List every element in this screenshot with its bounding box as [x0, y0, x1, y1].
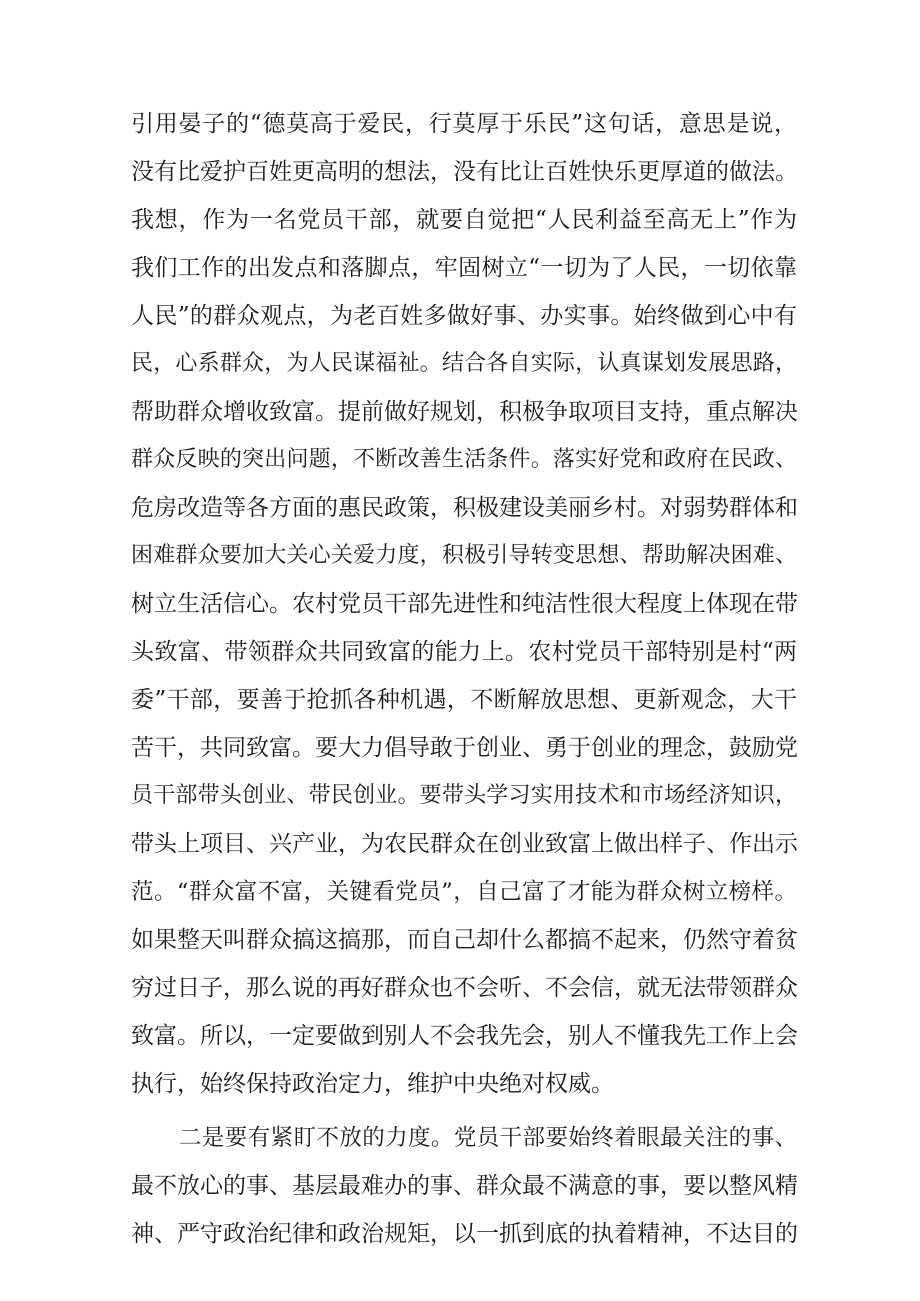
paragraph-line: 如果整天叫群众搞这搞那，而自己却什么都搞不起来，仍然守着贫	[131, 927, 798, 953]
paragraph-1	[131, 100, 797, 1108]
paragraph-2	[131, 1114, 797, 1258]
paragraph-line: 群众反映的突出问题，不断改善生活条件。落实好党和政府在民政、	[131, 447, 797, 472]
paragraph-line: 致富。所以，一定要做到别人不会我先会，别人不懂我先工作上会	[131, 1023, 798, 1049]
document-body	[131, 100, 797, 1258]
paragraph-line: 最不放心的事、基层最难办的事、群众最不满意的事，要以整风精	[131, 1173, 798, 1199]
paragraph-line: 穷过日子，那么说的再好群众也不会听、不会信，就无法带领群众	[131, 975, 798, 1001]
paragraph-line: 神、严守政治纪律和政治规矩，以一抓到底的执着精神，不达目的	[131, 1221, 798, 1247]
paragraph-line: 二是要有紧盯不放的力度。党员干部要始终着眼最关注的事、	[179, 1125, 797, 1151]
paragraph-line: 苦干，共同致富。要大力倡导敢于创业、勇于创业的理念，鼓励党	[131, 735, 798, 761]
paragraph-line: 人民”的群众观点，为老百姓多做好事、办实事。始终做到心中有	[131, 303, 797, 329]
paragraph-line: 带头上项目、兴产业，为农民群众在创业致富上做出样子、作出示	[131, 831, 798, 857]
paragraph-line: 没有比爱护百姓更高明的想法，没有比让百姓快乐更厚道的做法。	[131, 159, 798, 185]
paragraph-line: 员干部带头创业、带民创业。要带头学习实用技术和市场经济知识，	[131, 783, 797, 808]
paragraph-line: 范。“群众富不富，关键看党员”，自己富了才能为群众树立榜样。	[131, 879, 797, 905]
paragraph-line: 我们工作的出发点和落脚点，牢固树立“一切为了人民，一切依靠	[131, 255, 797, 281]
paragraph-line: 帮助群众增收致富。提前做好规划，积极争取项目支持，重点解决	[131, 399, 798, 425]
paragraph-line: 困难群众要加大关心关爱力度，积极引导转变思想、帮助解决困难、	[131, 543, 797, 568]
paragraph-line: 危房改造等各方面的惠民政策，积极建设美丽乡村。对弱势群体和	[131, 495, 798, 521]
paragraph-line: 引用晏子的“德莫高于爱民，行莫厚于乐民”这句话，意思是说，	[131, 111, 797, 137]
paragraph-line: 执行，始终保持政治定力，维护中央绝对权威。	[131, 1071, 614, 1097]
paragraph-line: 头致富、带领群众共同致富的能力上。农村党员干部特别是村“两	[131, 639, 797, 665]
paragraph-line: 民，心系群众，为人民谋福祉。结合各自实际，认真谋划发展思路，	[131, 351, 797, 376]
paragraph-line: 我想，作为一名党员干部，就要自觉把“人民利益至高无上”作为	[131, 207, 797, 233]
paragraph-line: 委”干部，要善于抢抓各种机遇，不断解放思想、更新观念，大干	[131, 687, 797, 713]
paragraph-line: 树立生活信心。农村党员干部先进性和纯洁性很大程度上体现在带	[131, 591, 798, 617]
